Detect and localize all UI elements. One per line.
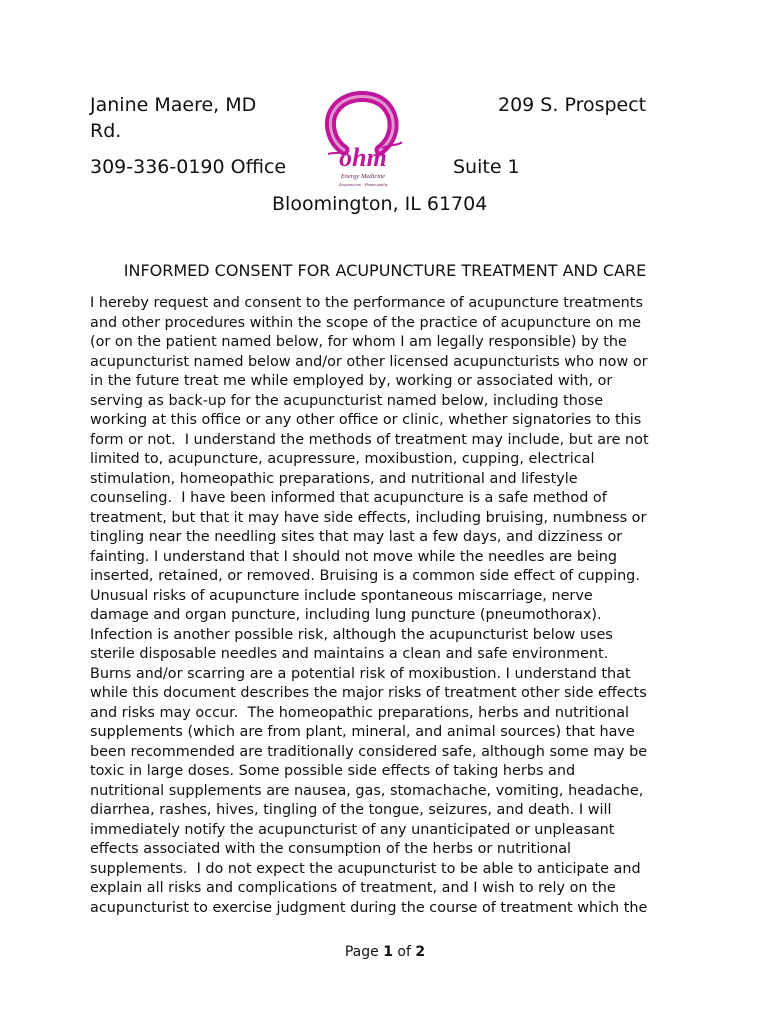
logo-subtitle-1: Energy Medicine (340, 173, 386, 180)
body-line: explain all risks and complications of treatment, and I wish to rely on the (90, 880, 616, 896)
consent-body (90, 294, 690, 918)
total-pages: 2 (415, 944, 426, 960)
body-line: serving as back-up for the acupuncturist named below, including those (90, 392, 604, 409)
practitioner-name: Janine Maere, MD (90, 94, 257, 116)
document-title: INFORMED CONSENT FOR ACUPUNCTURE TREATMENT AND CARE (123, 261, 647, 280)
logo-wordmark: ohm (339, 143, 387, 172)
city-state-zip: Bloomington, IL 61704 (272, 193, 488, 215)
body-line: nutritional supplements are nausea, gas, stomachache, vomiting, headache, (90, 782, 644, 799)
body-line: toxic in large doses. Some possible side effects of taking herbs and (90, 763, 576, 779)
body-line: form or not. I understand the methods of treatment may include, but are not (90, 431, 649, 448)
logo-subtitle-2: Acupuncture · Homeopathy (338, 182, 388, 187)
body-line: I hereby request and consent to the performance of acupuncture treatments (90, 295, 643, 311)
body-line: Infection is another possible risk, although the acupuncturist below uses (90, 626, 613, 643)
body-line: limited to, acupuncture, acupressure, moxibustion, cupping, electrical (90, 451, 595, 467)
ohm-logo (322, 88, 404, 190)
body-line: immediately notify the acupuncturist of any unanticipated or unpleasant (90, 821, 615, 838)
of-label: of (397, 944, 411, 960)
current-page: 1 (383, 944, 393, 960)
body-line: been recommended are traditionally considered safe, although some may be (90, 743, 648, 760)
body-line: treatment, but that it may have side effects, including bruising, numbness or (90, 509, 647, 526)
body-line: diarrhea, rashes, hives, tingling of the tongue, seizures, and death. I will (90, 802, 612, 818)
body-line: stimulation, homeopathic preparations, and nutritional and lifestyle (90, 470, 578, 487)
body-line: supplements (which are from plant, mineral, and animal sources) that have (90, 724, 635, 740)
body-line: working at this office or any other office or clinic, whether signatories to this (90, 412, 642, 428)
body-line: sterile disposable needles and maintains a clean and safe environment. (90, 646, 609, 662)
office-phone: 309-336-0190 Office (90, 156, 287, 178)
body-line: and risks may occur. The homeopathic preparations, herbs and nutritional (90, 704, 630, 721)
body-line: supplements. I do not expect the acupuncturist to be able to anticipate and (90, 860, 641, 877)
body-line: fainting. I understand that I should not move while the needles are being (90, 548, 618, 565)
body-line: in the future treat me while employed by, working or associated with, or (90, 373, 613, 389)
page-footer (0, 944, 770, 960)
body-line: inserted, retained, or removed. Bruising is a common side effect of cupping. (90, 568, 640, 584)
body-line: acupuncturist to exercise judgment during the course of treatment which the (90, 899, 648, 916)
body-line: acupuncturist named below and/or other licensed acupuncturists who now or (90, 353, 648, 370)
body-line: counseling. I have been informed that acupuncture is a safe method of (90, 490, 607, 506)
body-line: and other procedures within the scope of the practice of acupuncture on me (90, 314, 641, 331)
body-line: damage and organ puncture, including lung puncture (pneumothorax). (90, 607, 602, 623)
body-line: Unusual risks of acupuncture include spontaneous miscarriage, nerve (90, 587, 593, 604)
address-line-1-wrap: Rd. (90, 120, 122, 142)
suite-number: Suite 1 (453, 156, 520, 178)
body-line: tingling near the needling sites that may last a few days, and dizziness or (90, 529, 623, 545)
body-line: (or on the patient named below, for whom I am legally responsible) by the (90, 334, 627, 350)
body-line: effects associated with the consumption of the herbs or nutritional (90, 841, 572, 857)
address-line-1: 209 S. Prospect (498, 94, 647, 116)
page-label: Page (344, 944, 379, 960)
body-line: Burns and/or scarring are a potential risk of moxibustion. I understand that (90, 665, 631, 682)
body-line: while this document describes the major risks of treatment other side effects (90, 685, 647, 701)
